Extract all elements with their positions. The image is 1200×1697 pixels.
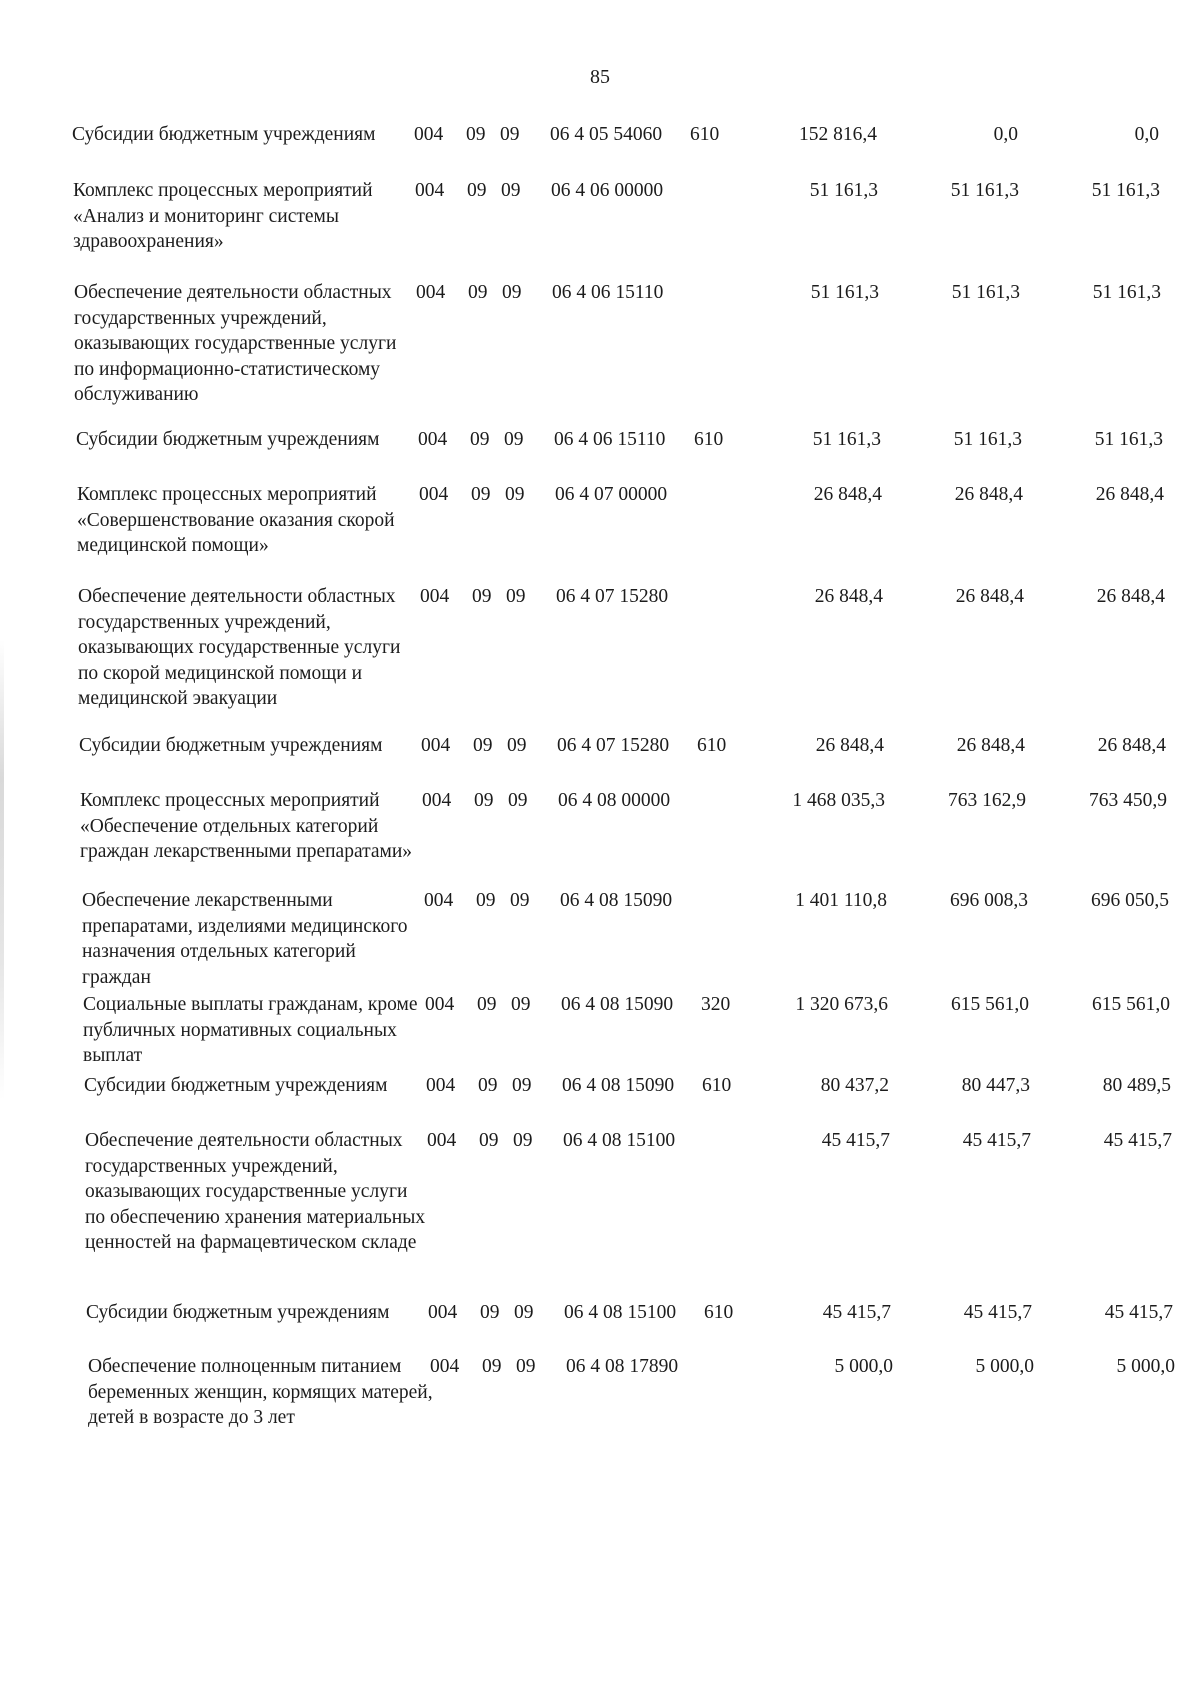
row-subsection-code: 09 [500, 124, 520, 145]
row-section-code: 09 [480, 1302, 500, 1323]
row-amount-year-1: 1 320 673,6 [795, 994, 888, 1015]
row-subsection-code: 09 [514, 1302, 534, 1323]
row-amount-year-3: 26 848,4 [1097, 735, 1166, 756]
row-subsection-code: 09 [505, 484, 525, 505]
row-description: Комплекс процессных мероприятий «Анализ и мониторинг системы здравоохранения» [73, 180, 373, 252]
row-ministry-code: 004 [415, 180, 445, 201]
row-amount-year-3: 45 415,7 [1104, 1302, 1173, 1323]
row-subsection-code: 09 [501, 180, 521, 201]
row-target-article: 06 4 08 15100 [563, 1130, 676, 1151]
row-subsection-code: 09 [502, 282, 522, 303]
row-amount-year-1: 45 415,7 [821, 1130, 890, 1151]
row-description: Субсидии бюджетным учреждениям [79, 735, 383, 756]
row-amount-year-2: 51 161,3 [953, 429, 1022, 450]
row-target-article: 06 4 07 15280 [557, 735, 670, 756]
row-ministry-code: 004 [418, 429, 448, 450]
row-amount-year-2: 26 848,4 [956, 735, 1025, 756]
row-target-article: 06 4 08 15090 [561, 994, 674, 1015]
row-description: Комплекс процессных мероприятий «Обеспечение отдельных категорий граждан лекарственными препаратами» [80, 790, 413, 862]
row-target-article: 06 4 08 15100 [564, 1302, 677, 1323]
row-description: Обеспечение лекарственными препаратами, изделиями медицинского назначения отдельных категорий граждан [82, 890, 408, 988]
row-ministry-code: 004 [419, 484, 449, 505]
row-ministry-code: 004 [420, 586, 450, 607]
row-amount-year-3: 80 489,5 [1102, 1075, 1171, 1096]
row-section-code: 09 [474, 790, 494, 811]
row-amount-year-1: 1 468 035,3 [792, 790, 885, 811]
row-ministry-code: 004 [416, 282, 446, 303]
row-amount-year-3: 615 561,0 [1092, 994, 1170, 1015]
row-target-article: 06 4 07 00000 [555, 484, 668, 505]
row-amount-year-2: 45 415,7 [963, 1302, 1032, 1323]
row-target-article: 06 4 08 15090 [560, 890, 673, 911]
row-subsection-code: 09 [513, 1130, 533, 1151]
row-target-article: 06 4 06 00000 [551, 180, 664, 201]
row-amount-year-1: 80 437,2 [820, 1075, 889, 1096]
row-ministry-code: 004 [414, 124, 444, 145]
row-target-article: 06 4 08 15090 [562, 1075, 675, 1096]
row-amount-year-1: 152 816,4 [799, 124, 877, 145]
row-section-code: 09 [471, 484, 491, 505]
row-section-code: 09 [476, 890, 496, 911]
row-section-code: 09 [468, 282, 488, 303]
row-description: Обеспечение деятельности областных государственных учреждений, оказывающих государственные услуги по скорой медицинской помощи и медицинской эвакуации [78, 586, 401, 709]
row-amount-year-1: 1 401 110,8 [795, 890, 887, 911]
row-amount-year-2: 80 447,3 [961, 1075, 1030, 1096]
row-expense-type: 610 [694, 429, 724, 450]
row-expense-type: 610 [690, 124, 720, 145]
row-section-code: 09 [478, 1075, 498, 1096]
row-amount-year-3: 26 848,4 [1096, 586, 1165, 607]
row-amount-year-1: 26 848,4 [813, 484, 882, 505]
row-ministry-code: 004 [421, 735, 451, 756]
row-ministry-code: 004 [422, 790, 452, 811]
row-description: Комплекс процессных мероприятий «Совершенствование оказания скорой медицинской помощи» [77, 484, 395, 556]
row-amount-year-2: 0,0 [993, 124, 1018, 145]
row-amount-year-2: 615 561,0 [951, 994, 1029, 1015]
row-amount-year-1: 51 161,3 [812, 429, 881, 450]
row-section-code: 09 [466, 124, 486, 145]
row-expense-type: 610 [697, 735, 727, 756]
row-amount-year-3: 51 161,3 [1094, 429, 1163, 450]
row-amount-year-2: 51 161,3 [950, 180, 1019, 201]
row-description: Субсидии бюджетным учреждениям [76, 429, 380, 450]
row-amount-year-3: 51 161,3 [1091, 180, 1160, 201]
row-expense-type: 610 [702, 1075, 732, 1096]
row-subsection-code: 09 [510, 890, 530, 911]
row-section-code: 09 [467, 180, 487, 201]
row-amount-year-3: 0,0 [1134, 124, 1159, 145]
row-amount-year-1: 45 415,7 [822, 1302, 891, 1323]
page-number: 85 [590, 66, 610, 88]
row-ministry-code: 004 [426, 1075, 456, 1096]
row-amount-year-2: 696 008,3 [950, 890, 1028, 911]
row-description: Обеспечение деятельности областных государственных учреждений, оказывающих государственные услуги по обеспечению хранения материальных ценностей на фармацевтическом складе [85, 1130, 426, 1253]
row-amount-year-1: 51 161,3 [810, 282, 879, 303]
row-subsection-code: 09 [504, 429, 524, 450]
row-amount-year-1: 5 000,0 [834, 1356, 893, 1377]
row-description: Обеспечение деятельности областных государственных учреждений, оказывающих государственные услуги по информационно-статистическому обслуживанию [74, 282, 397, 405]
row-expense-type: 320 [701, 994, 731, 1015]
row-amount-year-3: 26 848,4 [1095, 484, 1164, 505]
row-subsection-code: 09 [508, 790, 528, 811]
row-ministry-code: 004 [430, 1356, 460, 1377]
row-subsection-code: 09 [512, 1075, 532, 1096]
row-section-code: 09 [470, 429, 490, 450]
row-target-article: 06 4 08 17890 [566, 1356, 679, 1377]
row-section-code: 09 [472, 586, 492, 607]
row-ministry-code: 004 [427, 1130, 457, 1151]
row-amount-year-3: 763 450,9 [1089, 790, 1167, 811]
row-ministry-code: 004 [425, 994, 455, 1015]
row-target-article: 06 4 08 00000 [558, 790, 671, 811]
row-amount-year-2: 45 415,7 [962, 1130, 1031, 1151]
row-description: Субсидии бюджетным учреждениям [72, 124, 376, 145]
row-target-article: 06 4 07 15280 [556, 586, 669, 607]
row-description: Субсидии бюджетным учреждениям [84, 1075, 388, 1096]
row-description: Субсидии бюджетным учреждениям [86, 1302, 390, 1323]
row-section-code: 09 [473, 735, 493, 756]
row-amount-year-2: 26 848,4 [955, 586, 1024, 607]
row-description: Социальные выплаты гражданам, кроме публичных нормативных социальных выплат [83, 994, 418, 1066]
row-amount-year-2: 26 848,4 [954, 484, 1023, 505]
row-expense-type: 610 [704, 1302, 734, 1323]
row-subsection-code: 09 [507, 735, 527, 756]
row-amount-year-2: 51 161,3 [951, 282, 1020, 303]
row-section-code: 09 [479, 1130, 499, 1151]
scan-shadow [0, 640, 4, 1100]
row-amount-year-2: 5 000,0 [975, 1356, 1034, 1377]
row-description: Обеспечение полноценным питанием беременных женщин, кормящих матерей, детей в возрасте до 3 лет [88, 1356, 433, 1428]
row-amount-year-1: 26 848,4 [815, 735, 884, 756]
row-target-article: 06 4 06 15110 [552, 282, 664, 303]
row-amount-year-3: 5 000,0 [1116, 1356, 1175, 1377]
row-subsection-code: 09 [516, 1356, 536, 1377]
row-amount-year-2: 763 162,9 [948, 790, 1026, 811]
row-subsection-code: 09 [511, 994, 531, 1015]
row-target-article: 06 4 06 15110 [554, 429, 666, 450]
row-ministry-code: 004 [428, 1302, 458, 1323]
row-section-code: 09 [477, 994, 497, 1015]
row-target-article: 06 4 05 54060 [550, 124, 663, 145]
row-section-code: 09 [482, 1356, 502, 1377]
row-amount-year-1: 51 161,3 [809, 180, 878, 201]
row-amount-year-3: 51 161,3 [1092, 282, 1161, 303]
row-amount-year-1: 26 848,4 [814, 586, 883, 607]
row-amount-year-3: 45 415,7 [1103, 1130, 1172, 1151]
row-amount-year-3: 696 050,5 [1091, 890, 1169, 911]
row-subsection-code: 09 [506, 586, 526, 607]
row-ministry-code: 004 [424, 890, 454, 911]
